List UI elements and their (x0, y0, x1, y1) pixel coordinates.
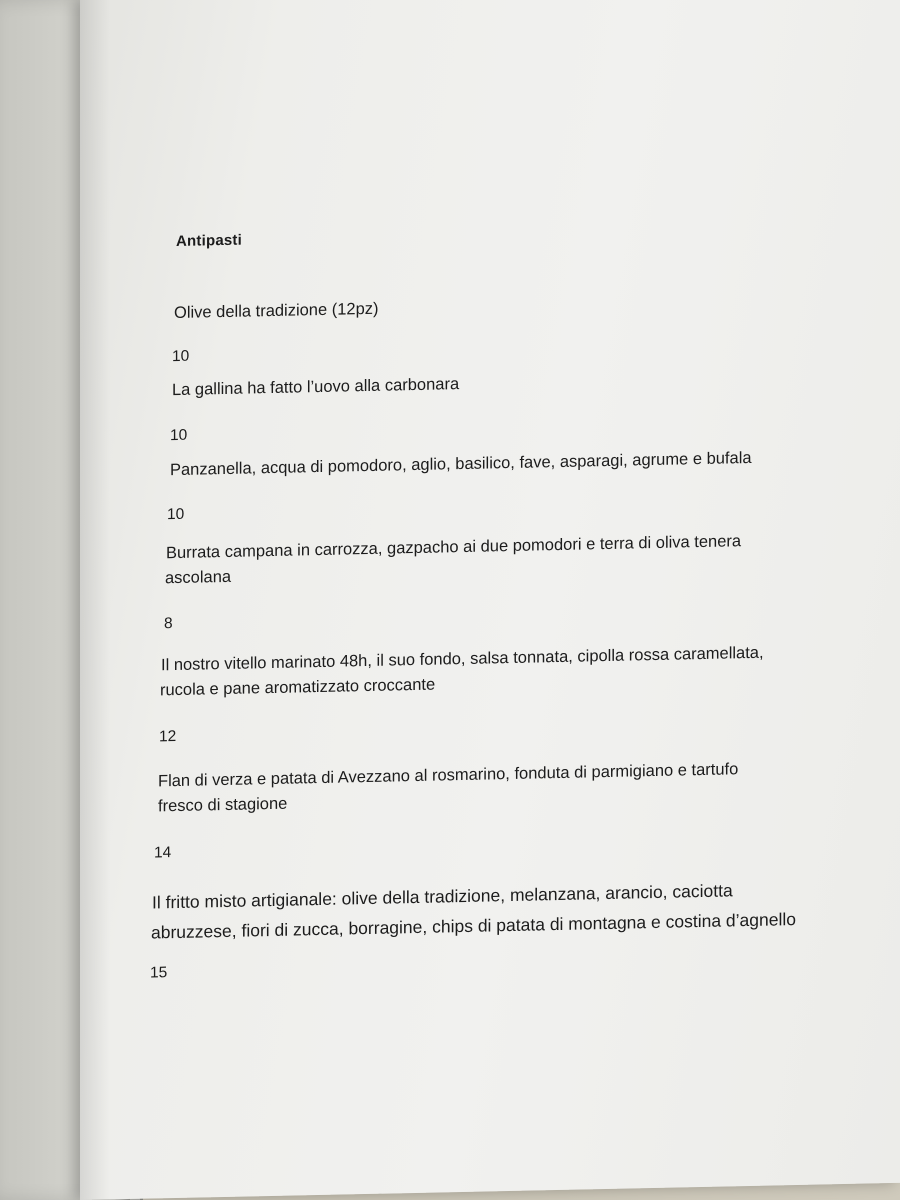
dish-name-continued: ascolana (165, 567, 232, 588)
dish-name: Il nostro vitello marinato 48h, il suo fondo, salsa tonnata, cipolla rossa caramellata, (161, 643, 764, 675)
dish-name: La gallina ha fatto l’uovo alla carbonara (172, 375, 460, 400)
dish-price: 14 (154, 844, 172, 862)
dish-price: 8 (164, 615, 173, 633)
dish-name: Panzanella, acqua di pomodoro, aglio, basilico, fave, asparagi, agrume e bufala (170, 448, 752, 480)
dish-price: 15 (150, 964, 168, 982)
section-title: Antipasti (176, 231, 242, 250)
dish-price: 12 (159, 727, 177, 746)
dish-price: 10 (172, 347, 190, 366)
dish-price: 10 (170, 426, 188, 445)
dish-price: 10 (167, 505, 185, 524)
dish-name: Il fritto misto artigianale: olive della tradizione, melanzana, arancio, caciotta (152, 880, 733, 913)
menu-page (80, 0, 900, 1200)
dish-name: Burrata campana in carrozza, gazpacho ai due pomodori e terra di oliva tenera (166, 532, 742, 563)
dish-name-continued: rucola e pane aromatizzato croccante (160, 675, 436, 700)
dish-name-continued: abruzzese, fiori di zucca, borragine, chips di patata di montagna e costina d’agnello (151, 909, 796, 943)
dish-name-continued: fresco di stagione (158, 794, 288, 816)
dish-name: Olive della tradizione (12pz) (174, 299, 379, 323)
dish-name: Flan di verza e patata di Avezzano al rosmarino, fonduta di parmigiano e tartufo (158, 760, 739, 791)
